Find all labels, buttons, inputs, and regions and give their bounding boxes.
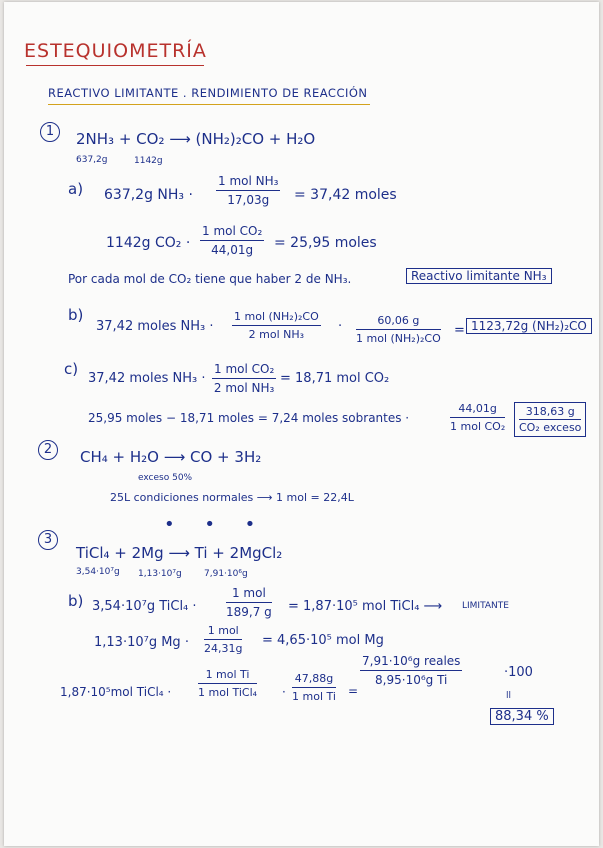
part-c-label: c)	[64, 360, 79, 378]
limitante-label: LIMITANTE	[462, 601, 509, 611]
subtitle-underline	[48, 104, 370, 105]
problem-number-3: 3	[38, 530, 58, 550]
page-subtitle: REACTIVO LIMITANTE . RENDIMIENTO DE REACCIÓN	[48, 86, 368, 100]
b31-fraction	[226, 586, 272, 619]
b33-numerator-2: 47,88g	[292, 672, 336, 688]
a1-result: = 37,42 moles	[294, 187, 397, 203]
b-left: 37,42 moles NH₃ ·	[96, 319, 214, 334]
a2-fraction	[200, 224, 264, 257]
mass-ti: 7,91·10⁶g	[204, 569, 248, 579]
b32-fraction	[204, 624, 242, 655]
b-denominator-2: 1 mol (NH₂)₂CO	[356, 332, 441, 345]
part-b3-label: b)	[68, 592, 84, 610]
b32-left: 1,13·10⁷g Mg ·	[94, 635, 189, 650]
mass-ticl4: 3,54·10⁷g	[76, 567, 120, 577]
b-numerator-2: 60,06 g	[356, 314, 441, 330]
reaction-1: 2NH₃ + CO₂ ⟶ (NH₂)₂CO + H₂O	[76, 130, 316, 148]
b33-times-100: ·100	[504, 665, 533, 680]
b31-left: 3,54·10⁷g TiCl₄ ·	[92, 599, 197, 614]
excess-note: exceso 50%	[138, 473, 193, 483]
b33-result-box: 88,34 %	[490, 708, 554, 725]
b33-denominator-3: 8,95·10⁶g Ti	[375, 673, 448, 687]
a-explanation: Por cada mol de CO₂ tiene que haber 2 de NH₃.	[68, 272, 352, 286]
part-a-label: a)	[68, 180, 84, 198]
problem-number-1: 1	[40, 122, 60, 142]
c2-fraction	[450, 402, 505, 433]
b33-numerator-3: 7,91·10⁶g reales	[360, 654, 462, 671]
conditions-note: 25L condiciones normales ⟶ 1 mol = 22,4L	[110, 491, 354, 504]
b32-result: = 4,65·10⁵ mol Mg	[262, 633, 384, 648]
reaction-3: TiCl₄ + 2Mg ⟶ Ti + 2MgCl₂	[76, 544, 283, 562]
problem-number-2: 2	[38, 440, 58, 460]
c1-numerator: 1 mol CO₂	[212, 362, 276, 379]
page-title: ESTEQUIOMETRÍA	[24, 40, 207, 62]
b33-equals: =	[348, 684, 359, 698]
a2-left: 1142g CO₂ ·	[106, 235, 191, 251]
c2-numerator: 44,01g	[450, 402, 505, 418]
c2-box-line-1: 318,63 g	[525, 405, 575, 418]
b32-denominator: 24,31g	[204, 642, 243, 655]
mass-nh3: 637,2g	[76, 155, 108, 165]
b-equals: =	[454, 323, 465, 338]
c1-denominator: 2 mol NH₃	[213, 381, 275, 395]
a1-left: 637,2g NH₃ ·	[104, 187, 193, 203]
b31-numerator: 1 mol	[226, 586, 272, 603]
mass-mg: 1,13·10⁷g	[138, 569, 182, 579]
c1-result: = 18,71 mol CO₂	[280, 371, 390, 386]
b-numerator-1: 1 mol (NH₂)₂CO	[232, 310, 321, 326]
a2-numerator: 1 mol CO₂	[200, 224, 264, 241]
b-denominator-1: 2 mol NH₃	[248, 328, 305, 341]
b33-fraction-2	[292, 672, 336, 703]
b-result-box: 1123,72g (NH₂)₂CO	[466, 318, 592, 334]
c2-left: 25,95 moles − 18,71 moles = 7,24 moles sobrantes ·	[88, 411, 410, 425]
a2-denominator: 44,01g	[211, 243, 254, 257]
b32-numerator: 1 mol	[204, 624, 242, 640]
b33-dot: ·	[282, 685, 286, 699]
c1-fraction	[212, 362, 276, 395]
b31-denominator: 189,7 g	[226, 605, 272, 619]
a1-fraction	[216, 174, 280, 207]
notebook-page	[4, 2, 599, 846]
c2-box-line-2: CO₂ exceso	[519, 421, 582, 434]
b33-fraction-1	[198, 668, 257, 699]
b33-left: 1,87·10⁵mol TiCl₄ ·	[60, 685, 172, 699]
c2-denominator: 1 mol CO₂	[450, 420, 506, 433]
a1-numerator: 1 mol NH₃	[216, 174, 280, 191]
b33-numerator-1: 1 mol Ti	[198, 668, 257, 684]
b33-denominator-1: 1 mol TiCl₄	[198, 686, 258, 699]
a2-result: = 25,95 moles	[274, 235, 377, 251]
b-fraction-2	[356, 314, 441, 345]
b33-denominator-2: 1 mol Ti	[292, 690, 336, 703]
b31-result: = 1,87·10⁵ mol TiCl₄ ⟶	[288, 599, 443, 614]
c2-result-box	[514, 402, 586, 437]
reaction-2: CH₄ + H₂O ⟶ CO + 3H₂	[80, 448, 262, 466]
part-b-label: b)	[68, 306, 84, 324]
mass-co2: 1142g	[134, 156, 163, 166]
ellipsis-dots: • • •	[164, 514, 268, 535]
b-fraction-1	[232, 310, 321, 341]
a1-denominator: 17,03g	[227, 193, 270, 207]
b-dot: ·	[338, 319, 343, 334]
b33-equals-sign: ll	[506, 691, 512, 701]
b33-fraction-3	[360, 654, 462, 687]
c1-left: 37,42 moles NH₃ ·	[88, 371, 206, 386]
a-result-box: Reactivo limitante NH₃	[406, 268, 552, 284]
title-underline	[26, 65, 204, 66]
